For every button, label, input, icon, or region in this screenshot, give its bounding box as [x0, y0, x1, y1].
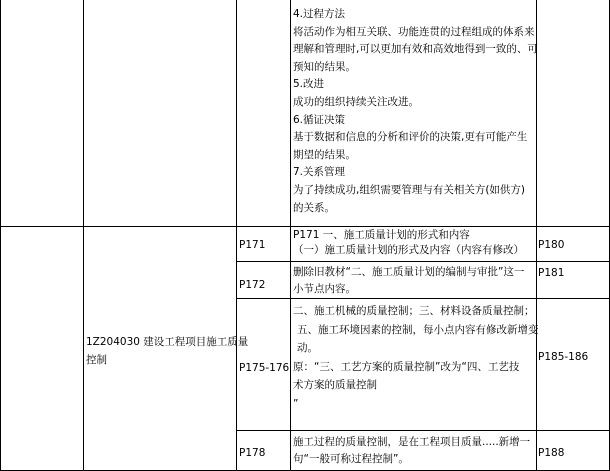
new-page-number: P181 — [538, 267, 565, 279]
grid-line — [236, 0, 237, 471]
principle-text: 期望的结果。 — [293, 148, 356, 161]
change-content — [293, 264, 524, 298]
principle-text: 理解和管理时,可以更加有效和高效地得到一致的、可 — [293, 43, 538, 56]
principle-heading: 5.改进 — [293, 78, 325, 91]
old-page-number: P171 — [239, 239, 266, 251]
principle-text: 为了持续成功,组织需要管理与有关相关方(如供方) — [293, 183, 526, 196]
change-content — [293, 228, 524, 258]
change-content-line: 术方案的质量控制 — [293, 379, 377, 391]
principle-text: 预知的结果。 — [293, 60, 356, 73]
grid-line — [83, 0, 84, 471]
grid-line — [236, 261, 610, 262]
principle-heading: 7.关系管理 — [293, 166, 346, 179]
principles-text — [293, 6, 538, 217]
new-page-number: P180 — [538, 239, 565, 251]
grid-line — [290, 0, 291, 471]
change-content-line: 句“一般可称过程控制”。 — [293, 453, 409, 465]
principle-heading: 4.过程方法 — [293, 8, 346, 20]
change-content — [293, 434, 530, 468]
old-page-number: P178 — [239, 447, 266, 459]
principle-text: 成功的组织持续关注改进。 — [293, 95, 419, 108]
grid-line — [0, 226, 610, 227]
change-content-line: ” — [293, 397, 299, 410]
principle-text: 的关系。 — [293, 201, 335, 214]
change-content-line: （一）施工质量计划的形式及内容（内容有修改） — [293, 244, 524, 256]
change-content-line: 动。 — [297, 342, 318, 354]
change-content-line: 原：“三、工艺方案的质量控制”改为“四、工艺技 — [293, 360, 520, 373]
change-content-line: 删除旧教材“二、施工质量计划的编制与审批”这一 — [293, 266, 525, 278]
principle-heading: 6.循证决策 — [293, 113, 346, 126]
section-title — [86, 333, 248, 369]
change-content — [293, 302, 539, 413]
change-content-line: P171 一、施工质量计划的形式和内容 — [293, 229, 470, 241]
principle-text: 将活动作为相互关联、功能连贯的过程组成的体系来 — [293, 25, 535, 38]
change-content-line: 五、施工环境因素的控制，每小点内容有修改新增变 — [297, 323, 539, 336]
grid-line — [236, 430, 610, 431]
change-content-line: 小节点内容。 — [293, 283, 356, 295]
grid-line — [0, 0, 1, 471]
section-title-line: 1Z204030 建设工程项目施工质量 — [86, 336, 249, 348]
change-content-line: 施工过程的质量控制，是在工程项目质量.....新增一 — [293, 436, 531, 448]
principle-text: 基于数据和信息的分析和评价的决策,更有可能产生 — [293, 131, 528, 144]
old-page-number: P175-176 — [239, 362, 290, 374]
section-title-line: 控制 — [86, 354, 107, 366]
new-page-number: P188 — [538, 447, 565, 459]
old-page-number: P172 — [239, 279, 266, 291]
change-content-line: 二、施工机械的质量控制；三、材料设备质量控制； — [293, 305, 535, 317]
grid-line — [236, 298, 610, 299]
new-page-number: P185-186 — [538, 351, 589, 363]
